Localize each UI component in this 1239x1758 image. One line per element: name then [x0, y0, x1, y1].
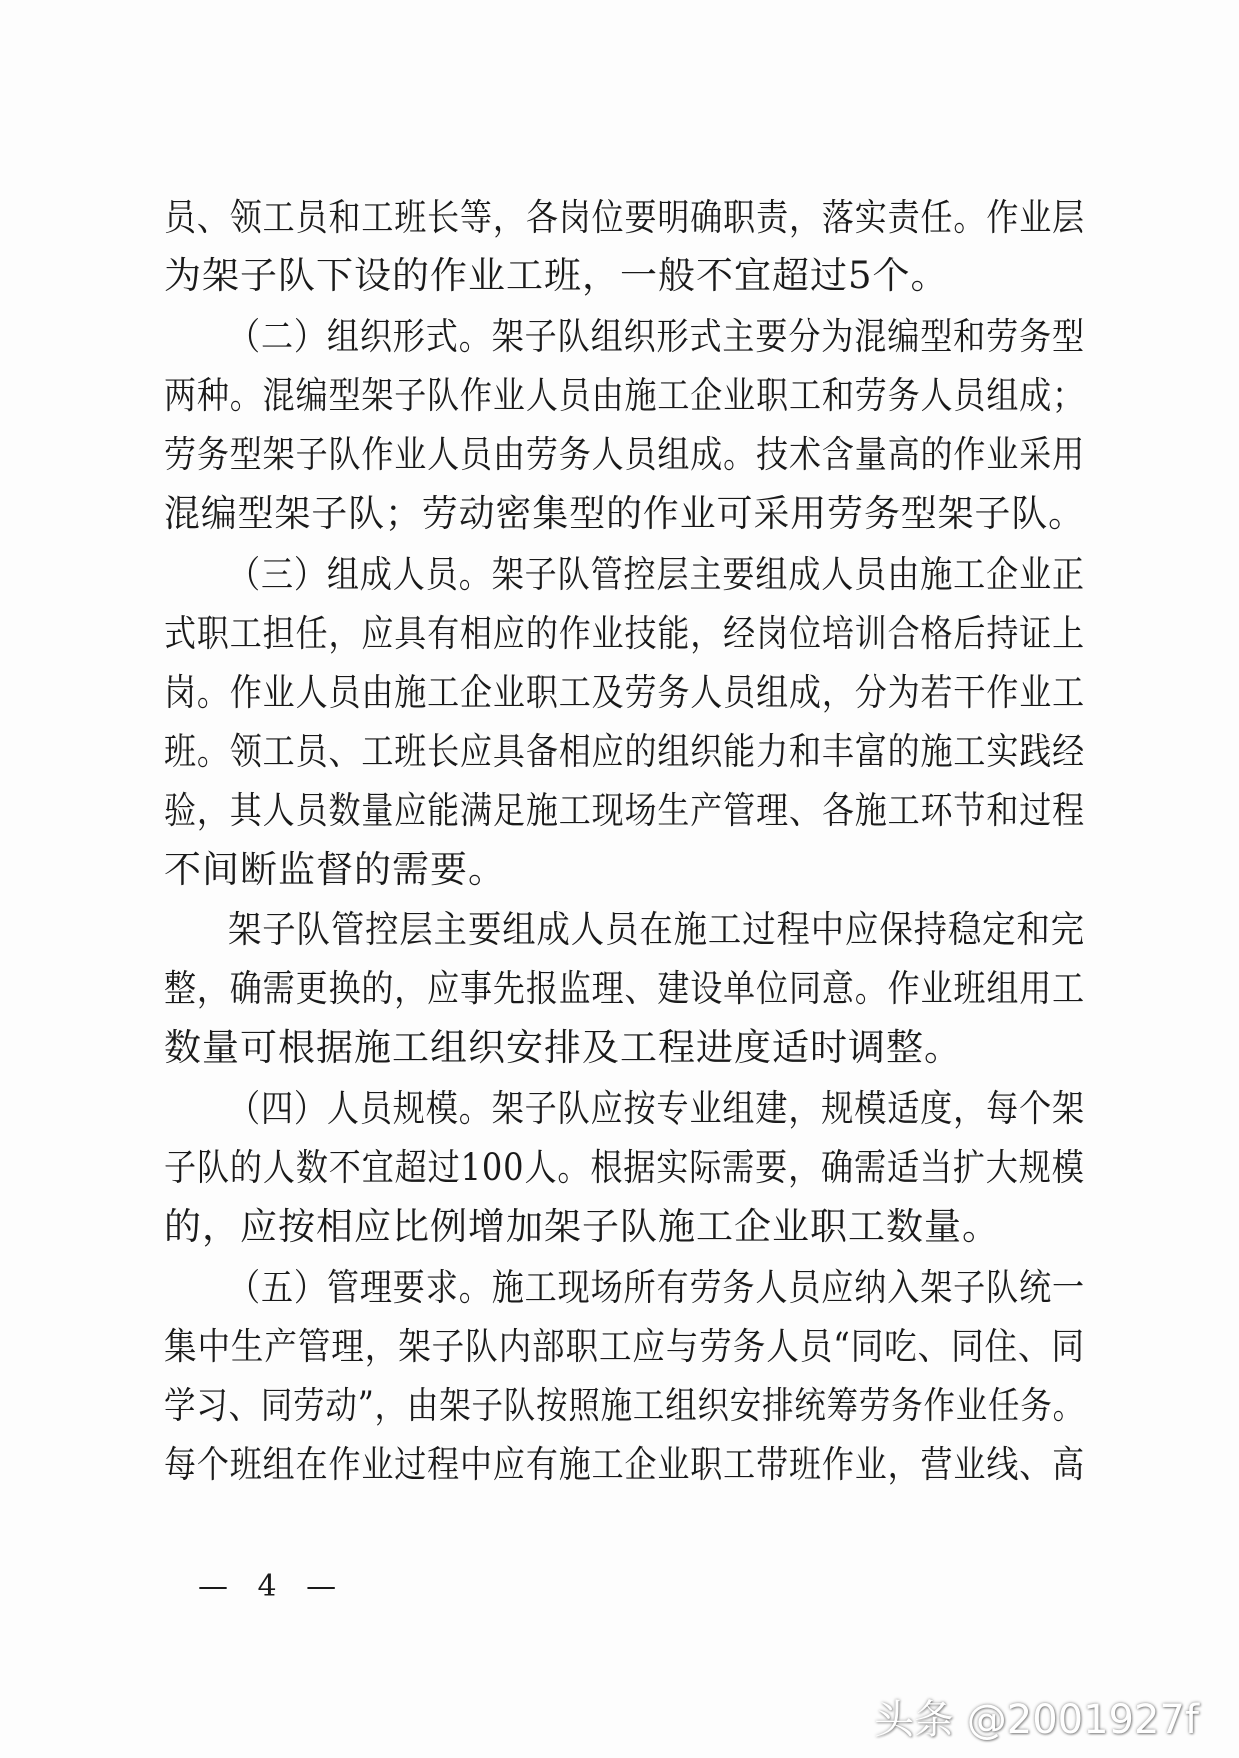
text-line-15: 数量可根据施工组织安排及工程进度适时调整。 [164, 1026, 962, 1069]
text-line-12: 不间断监督的需要。 [164, 848, 506, 891]
text-line-6: 混编型架子队；劳动密集型的作业可采用劳务型架子队。 [164, 492, 1085, 535]
text-line-13: 架子队管控层主要组成人员在施工过程中应保持稳定和完 [228, 908, 1085, 951]
text-line-20: 集中生产管理，架子队内部职工应与劳务人员“同吃、同住、同 [164, 1325, 1085, 1368]
page-number: — 4 — [198, 1569, 347, 1604]
text-line-3: （二）组织形式。架子队组织形式主要分为混编型和劳务型 [228, 315, 1085, 358]
text-line-2: 为架子队下设的作业工班，一般不宜超过5个。 [164, 254, 949, 297]
text-line-18: 的，应按相应比例增加架子队施工企业职工数量。 [164, 1205, 1000, 1248]
text-line-17: 子队的人数不宜超过100人。根据实际需要，确需适当扩大规模 [164, 1146, 1085, 1189]
text-line-11: 验，其人员数量应能满足施工现场生产管理、各施工环节和过程 [164, 789, 1085, 832]
text-line-21: 学习、同劳动”，由架子队按照施工组织安排统筹劳务作业任务。 [164, 1384, 1085, 1427]
text-line-10: 班。领工员、工班长应具备相应的组织能力和丰富的施工实践经 [164, 730, 1085, 773]
watermark: 头条 @2001927f [874, 1697, 1199, 1743]
text-line-22: 每个班组在作业过程中应有施工企业职工带班作业，营业线、高 [164, 1443, 1085, 1486]
text-line-9: 岗。作业人员由施工企业职工及劳务人员组成，分为若干作业工 [164, 671, 1085, 714]
text-line-19: （五）管理要求。施工现场所有劳务人员应纳入架子队统一 [228, 1266, 1085, 1309]
text-line-7: （三）组成人员。架子队管控层主要组成人员由施工企业正 [228, 553, 1085, 596]
text-line-8: 式职工担任，应具有相应的作业技能，经岗位培训合格后持证上 [164, 612, 1085, 655]
text-line-1: 员、领工员和工班长等，各岗位要明确职责，落实责任。作业层 [164, 196, 1085, 239]
text-line-16: （四）人员规模。架子队应按专业组建，规模适度，每个架 [228, 1087, 1085, 1130]
text-line-4: 两种。混编型架子队作业人员由施工企业职工和劳务人员组成； [164, 374, 1085, 417]
text-line-5: 劳务型架子队作业人员由劳务人员组成。技术含量高的作业采用 [164, 433, 1085, 476]
text-line-14: 整，确需更换的，应事先报监理、建设单位同意。作业班组用工 [164, 967, 1085, 1010]
